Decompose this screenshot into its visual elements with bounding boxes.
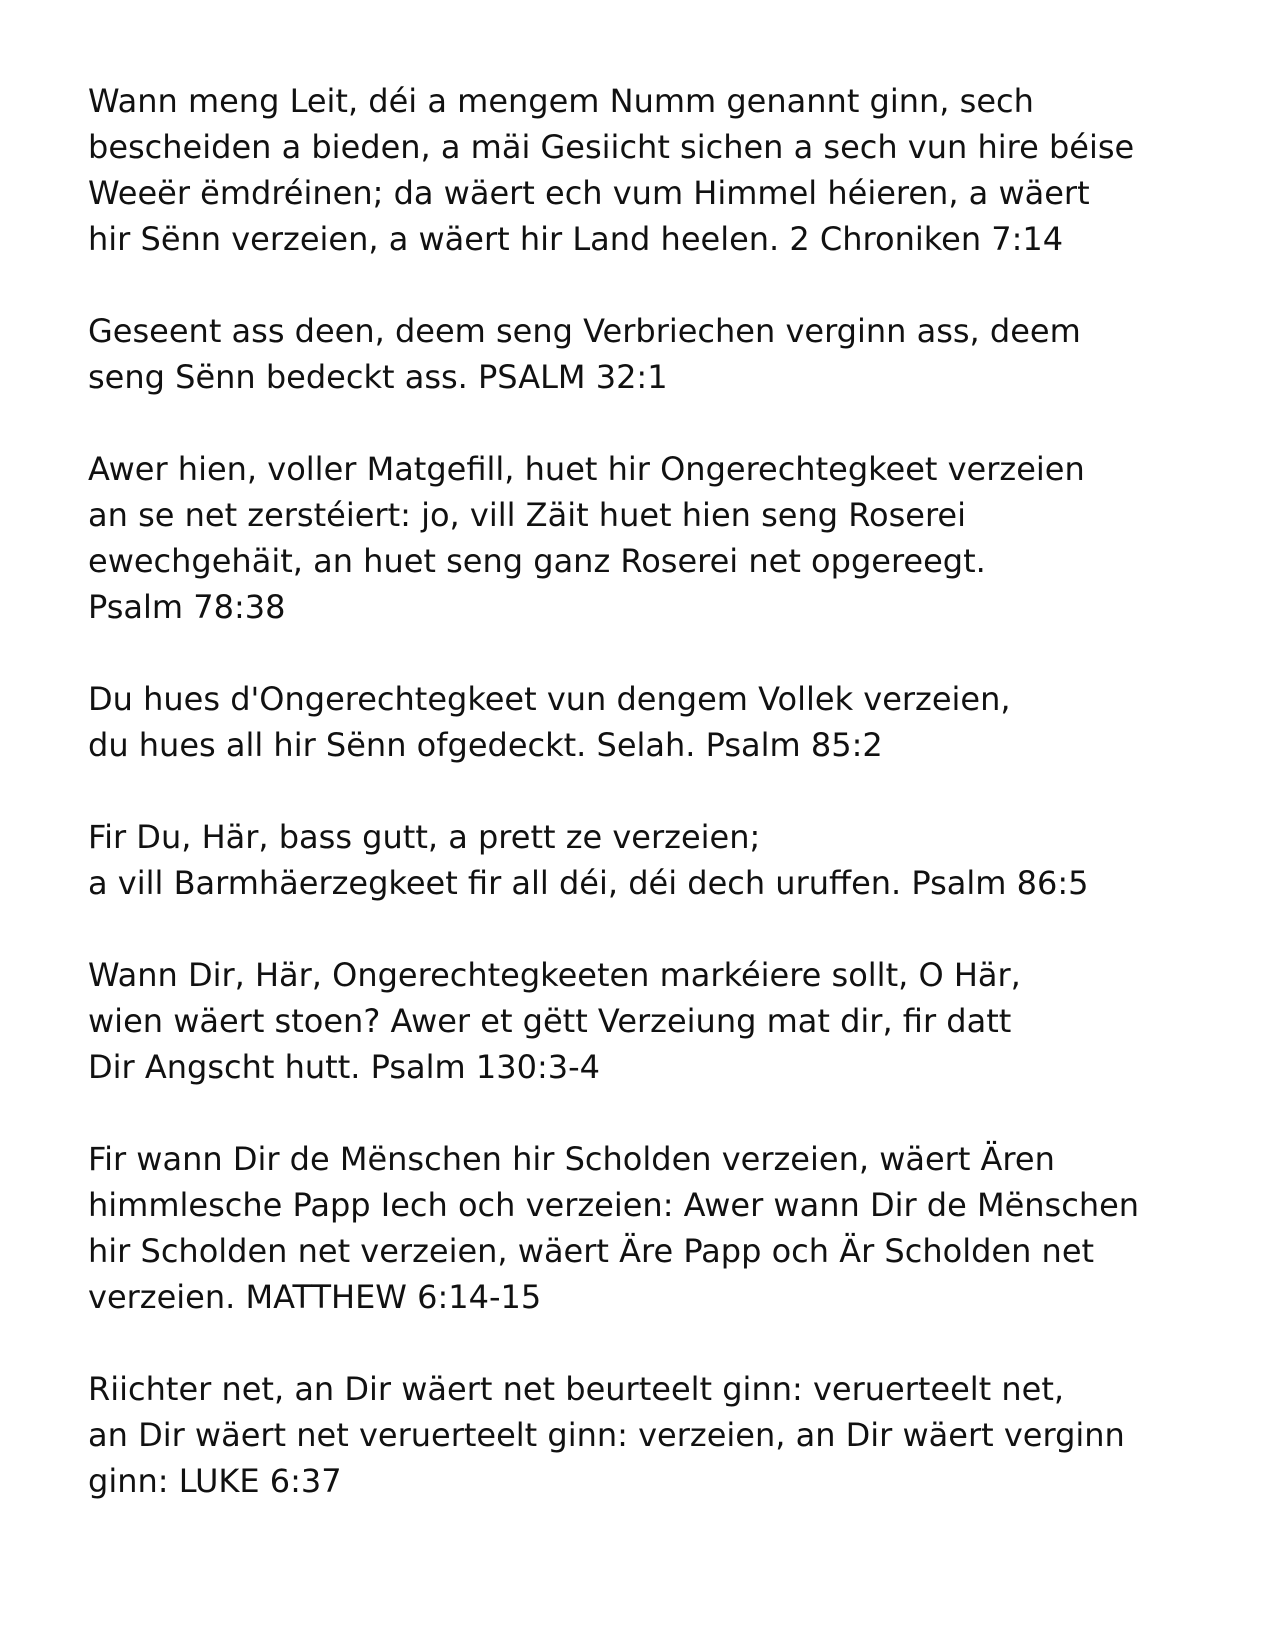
verse-line: Psalm 78:38 bbox=[88, 588, 286, 626]
verse-line: Fir wann Dir de Mënschen hir Scholden verzeien, wäert Ären bbox=[88, 1140, 1055, 1178]
verse-psalm-85-2 bbox=[88, 676, 1208, 768]
verse-line: himmlesche Papp Iech och verzeien: Awer wann Dir de Mënschen bbox=[88, 1186, 1140, 1224]
verse-line: Weeër ëmdréinen; da wäert ech vum Himmel héieren, a wäert bbox=[88, 174, 1090, 212]
verse-line: bescheiden a bieden, a mäi Gesiicht sichen a sech vun hire béise bbox=[88, 128, 1135, 166]
verse-line: verzeien. MATTHEW 6:14-15 bbox=[88, 1278, 542, 1316]
verse-psalm-130-3-4 bbox=[88, 952, 1208, 1090]
verse-line: Riichter net, an Dir wäert net beurteelt ginn: veruerteelt net, bbox=[88, 1370, 1065, 1408]
verse-line: du hues all hir Sënn ofgedeckt. Selah. Psalm 85:2 bbox=[88, 726, 883, 764]
verse-line: hir Scholden net verzeien, wäert Äre Papp och Är Scholden net bbox=[88, 1232, 1095, 1270]
verse-2-chronicles-7-14 bbox=[88, 78, 1208, 262]
verse-line: ginn: LUKE 6:37 bbox=[88, 1462, 342, 1500]
verse-line: seng Sënn bedeckt ass. PSALM 32:1 bbox=[88, 358, 668, 396]
verse-line: Wann Dir, Här, Ongerechtegkeeten markéiere sollt, O Här, bbox=[88, 956, 1021, 994]
verse-line: Geseent ass deen, deem seng Verbriechen verginn ass, deem bbox=[88, 312, 1081, 350]
verse-line: Du hues d'Ongerechtegkeet vun dengem Vollek verzeien, bbox=[88, 680, 1011, 718]
verse-matthew-6-14-15 bbox=[88, 1136, 1208, 1320]
verse-line: ewechgehäit, an huet seng ganz Roserei net opgereegt. bbox=[88, 542, 986, 580]
verse-line: wien wäert stoen? Awer et gëtt Verzeiung mat dir, fir datt bbox=[88, 1002, 1012, 1040]
verse-line: an se net zerstéiert: jo, vill Zäit huet hien seng Roserei bbox=[88, 496, 966, 534]
verse-line: Awer hien, voller Matgefill, huet hir Ongerechtegkeet verzeien bbox=[88, 450, 1085, 488]
verse-line: Wann meng Leit, déi a mengem Numm genannt ginn, sech bbox=[88, 82, 1034, 120]
verse-psalm-78-38 bbox=[88, 446, 1208, 630]
verse-line: a vill Barmhäerzegkeet fir all déi, déi dech uruffen. Psalm 86:5 bbox=[88, 864, 1089, 902]
document-page bbox=[88, 78, 1208, 1550]
verse-luke-6-37 bbox=[88, 1366, 1208, 1504]
verse-psalm-86-5 bbox=[88, 814, 1208, 906]
verse-line: Dir Angscht hutt. Psalm 130:3-4 bbox=[88, 1048, 600, 1086]
verse-line: an Dir wäert net veruerteelt ginn: verzeien, an Dir wäert verginn bbox=[88, 1416, 1125, 1454]
verse-line: Fir Du, Här, bass gutt, a prett ze verzeien; bbox=[88, 818, 761, 856]
verse-line: hir Sënn verzeien, a wäert hir Land heelen. 2 Chroniken 7:14 bbox=[88, 220, 1064, 258]
verse-psalm-32-1 bbox=[88, 308, 1208, 400]
